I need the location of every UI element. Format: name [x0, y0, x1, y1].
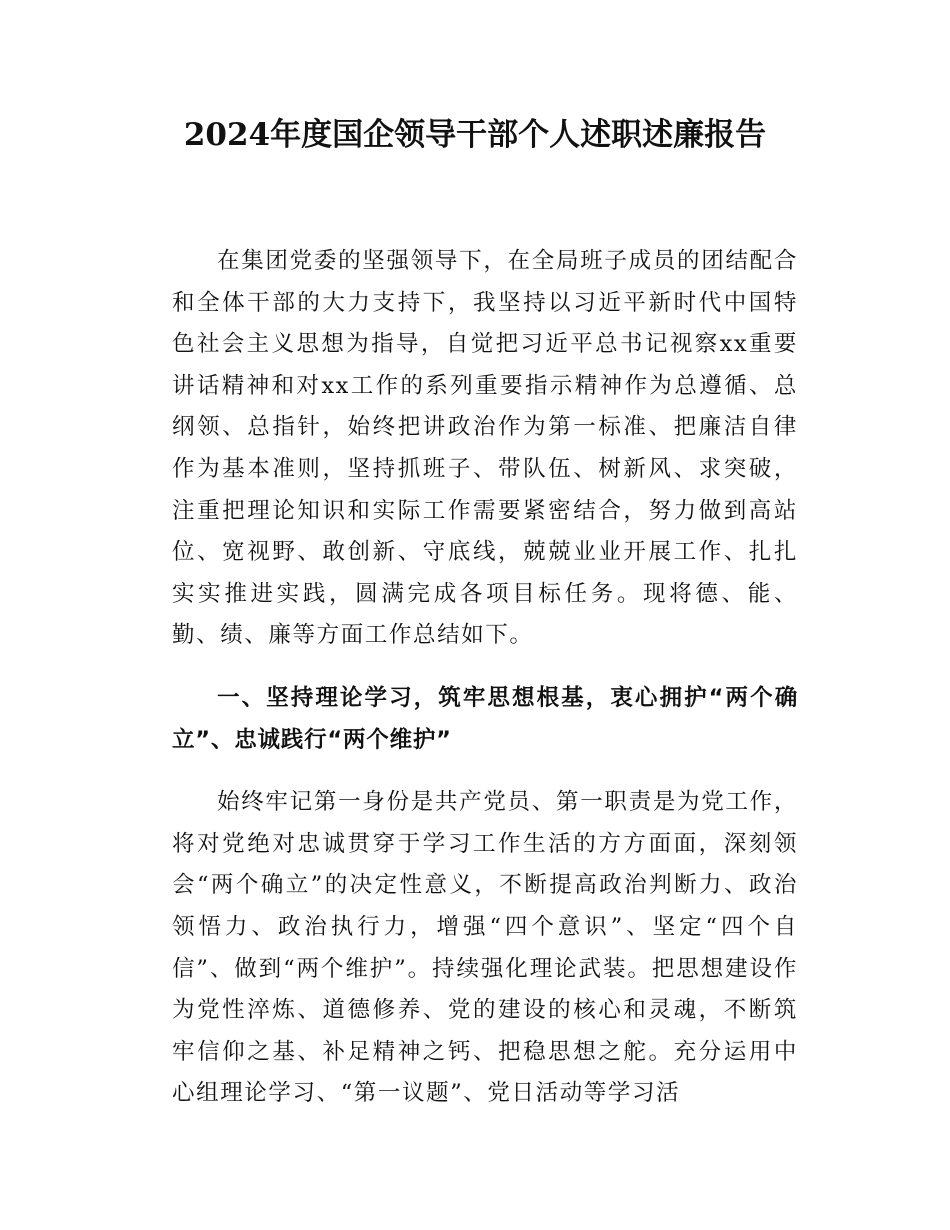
section-paragraph: 始终牢记第一身份是共产党员、第一职责是为党工作，将对党绝对忠诚贯穿于学习工作生活的方方面面，深刻领会“两个确立”的决定性意义，不断提高政治判断力、政治领悟力、政治执行力，增强“四个意识”、坚定“四个自信”、做到“两个维护”。持续强化理论武装。把思想建设作为党性淬炼、道德修养、党的建设的核心和灵魂，不断筑牢信仰之基、补足精神之钙、把稳思想之舵。充分运用中心组理论学习、“第一议题”、党日活动等学习活: [172, 789, 798, 1107]
intro-paragraph: 在集团党委的坚强领导下，在全局班子成员的团结配合和全体干部的大力支持下，我坚持以习近平新时代中国特色社会主义思想为指导，自觉把习近平总书记视察xx重要讲话精神和对xx工作的系列重要指示精神作为总遵循、总纲领、总指针，始终把讲政治作为第一标准、把廉洁自律作为基本准则，坚持抓班子、带队伍、树新风、求突破，注重把理论知识和实际工作需要紧密结合，努力做到高站位、宽视野、敢创新、守底线，兢兢业业开展工作、扎扎实实推进实践，圆满完成各项目标任务。现将德、能、勤、绩、廉等方面工作总结如下。: [172, 248, 798, 649]
document-body: [172, 241, 798, 1115]
document-title: 2024年度国企领导干部个人述职述廉报告: [183, 117, 767, 153]
section-heading: 一、坚持理论学习，筑牢思想根基，衷心拥护“两个确立”、忠诚践行“两个维护”: [172, 684, 798, 753]
